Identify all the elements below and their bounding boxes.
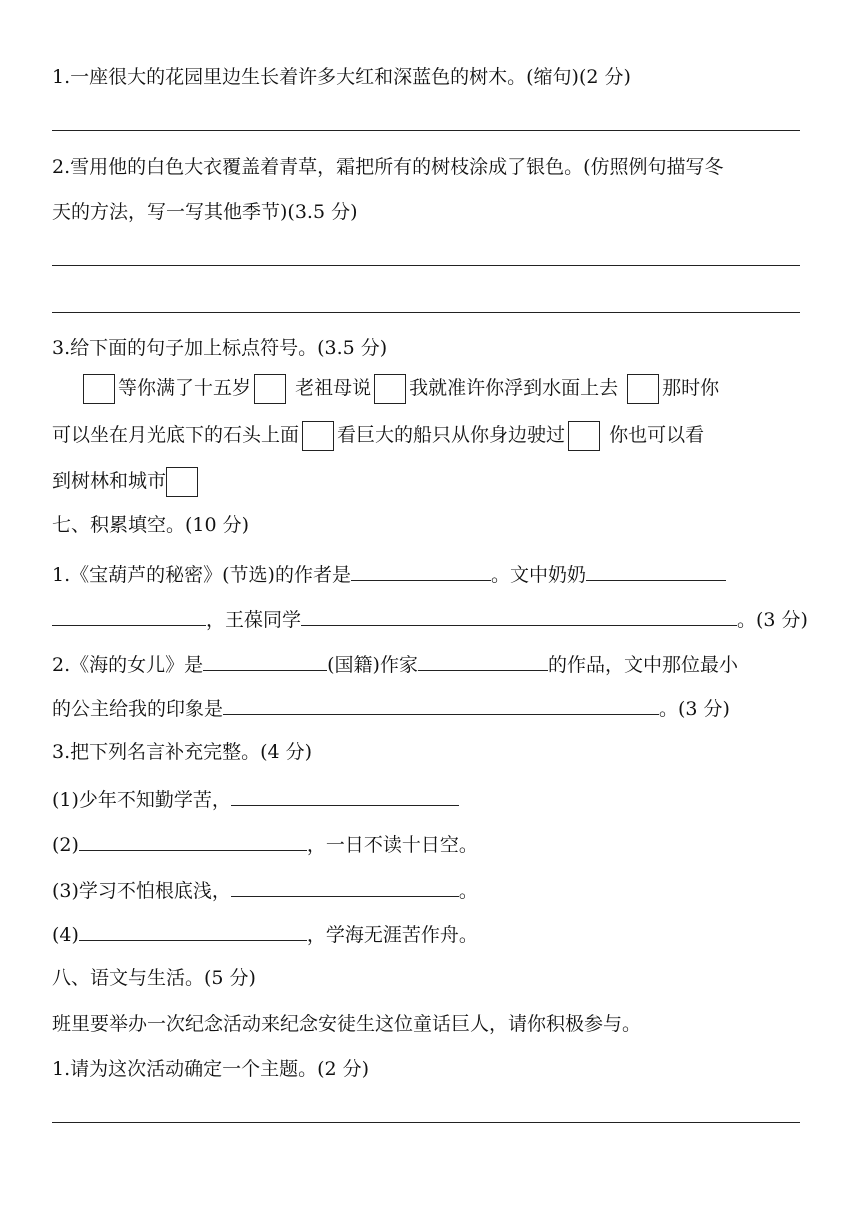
- blank[interactable]: [52, 605, 206, 626]
- question-7-1-line1: [52, 560, 808, 588]
- blank[interactable]: [231, 876, 459, 897]
- question-text: 。文中奶奶: [490, 564, 586, 586]
- punctuation-line-1: [80, 374, 808, 404]
- punct-box[interactable]: [166, 467, 198, 497]
- punct-box[interactable]: [568, 421, 600, 451]
- blank[interactable]: [79, 830, 307, 851]
- punct-box[interactable]: [302, 421, 334, 451]
- question-text: 的作品，文中那位最小: [547, 654, 738, 676]
- question-text: (国籍)作家: [327, 654, 418, 676]
- question-6-2-line1: 2.雪用他的白色大衣覆盖着青草，霜把所有的树枝涂成了银色。(仿照例句描写冬: [52, 156, 724, 178]
- punct-box[interactable]: [627, 374, 659, 404]
- section-7-title: 七、积累填空。(10 分): [52, 514, 250, 536]
- sentence-part: 等你满了十五岁: [118, 377, 252, 399]
- sentence-part: 那时你: [662, 377, 720, 399]
- saying-4: [52, 920, 808, 948]
- section-8-title: 八、语文与生活。(5 分): [52, 967, 256, 989]
- answer-line[interactable]: [52, 265, 800, 266]
- blank[interactable]: [203, 650, 327, 671]
- sentence-part: 我就准许你浮到水面上去: [409, 377, 619, 399]
- punctuation-line-3: [52, 467, 808, 497]
- sentence-part: 看巨大的船只从你身边驶过: [337, 424, 566, 446]
- punct-box[interactable]: [254, 374, 286, 404]
- sentence-part: 你也可以看: [609, 424, 705, 446]
- blank[interactable]: [418, 650, 548, 671]
- punct-box[interactable]: [374, 374, 406, 404]
- sentence-part: 老祖母说: [295, 377, 372, 399]
- saying-text: (2): [52, 834, 79, 856]
- answer-line[interactable]: [52, 130, 800, 131]
- blank[interactable]: [586, 560, 726, 581]
- blank[interactable]: [301, 605, 737, 626]
- question-text: 。(3 分): [737, 609, 808, 631]
- blank[interactable]: [79, 920, 307, 941]
- blank[interactable]: [223, 694, 659, 715]
- question-7-3: 3.把下列名言补充完整。(4 分): [52, 741, 313, 763]
- answer-line[interactable]: [52, 1122, 800, 1123]
- punctuation-line-2: [52, 421, 808, 451]
- section-8-intro: 班里要举办一次纪念活动来纪念安徒生这位童话巨人，请你积极参与。: [52, 1013, 642, 1035]
- sentence-part: 到树林和城市: [52, 470, 167, 492]
- question-text: 的公主给我的印象是: [52, 698, 224, 720]
- question-7-2-line2: [52, 694, 808, 722]
- saying-text: ，学海无涯苦作舟。: [306, 924, 478, 946]
- question-text: 。(3 分): [659, 698, 730, 720]
- saying-1: [52, 785, 808, 813]
- saying-text: (3)学习不怕根底浅，: [52, 880, 231, 902]
- saying-2: [52, 830, 808, 858]
- question-text: 1.《宝葫芦的秘密》(节选)的作者是: [52, 564, 351, 586]
- question-7-1-line2: [52, 605, 808, 633]
- question-6-1: 1.一座很大的花园里边生长着许多大红和深蓝色的树木。(缩句)(2 分): [52, 66, 631, 88]
- saying-text: (1)少年不知勤学苦，: [52, 789, 231, 811]
- saying-3: [52, 876, 808, 904]
- answer-line[interactable]: [52, 312, 800, 313]
- question-text: ，王葆同学: [206, 609, 302, 631]
- blank[interactable]: [351, 560, 491, 581]
- blank[interactable]: [231, 785, 459, 806]
- question-8-1: 1.请为这次活动确定一个主题。(2 分): [52, 1058, 370, 1080]
- question-6-3: 3.给下面的句子加上标点符号。(3.5 分): [52, 337, 388, 359]
- question-text: 2.《海的女儿》是: [52, 654, 204, 676]
- sentence-part: 可以坐在月光底下的石头上面: [52, 424, 300, 446]
- saying-text: 。: [458, 880, 478, 902]
- question-6-2-line2: 天的方法，写一写其他季节)(3.5 分): [52, 201, 358, 223]
- saying-text: (4): [52, 924, 79, 946]
- question-7-2-line1: [52, 650, 808, 678]
- saying-text: ，一日不读十日空。: [306, 834, 478, 856]
- punct-box[interactable]: [83, 374, 115, 404]
